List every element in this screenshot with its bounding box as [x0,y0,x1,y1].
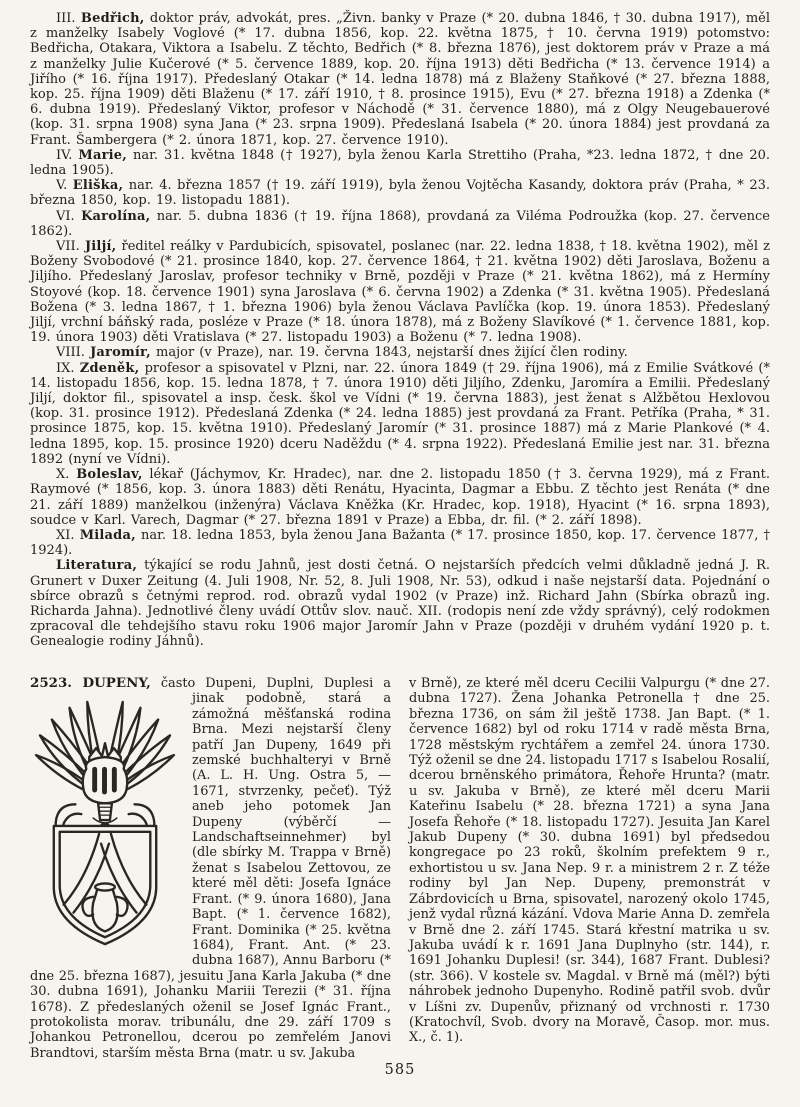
entry-number: VII. [56,239,85,255]
entry-text: lékař (Jáchymov, Kr. Hradec), nar. dne 2. listopadu 1850 († 3. června 1929), má z Frant. Raymové (* 1856, kop. 3. února 1883) děti Renátu, Hyacinta, Dagmar a Ebbu. Z těchto jest Renáta (* dne 21. září 1889) manželkou (inženýra) Václava Kněžka (Kr. Hradec, kop. 1918), Hyacint (* 16. srpna 1893), soudce v Karl. Varech, Dagmar (* 27. března 1891 v Praze) a Ebba, dr. fil. (* 2. září 1898). [30,467,770,528]
entry-person-name: Eliška, [72,178,124,194]
entry-vi-karolina [30,209,770,239]
dupeny-entry-section [30,676,770,1061]
entry-text: profesor a spisovatel v Plzni, nar. 22. února 1849 († 29. října 1906), má z Emilie Svátkové (* 14. listopadu 1856, kop. 15. ledna 1878, † 7. února 1910) děti Jiljího, Zdenku, Jaromíra a Emilii. Předeslaný Jiljí, doktor fil., spisovatel a insp. česk. škol ve Vídni (* 19. června 1883), jest ženat s Alžbětou Hexlovou (kop. 31. prosince 1912). Předeslaná Zdenka (* 24. ledna 1885) jest provdaná za Frant. Petříka (Praha, * 31. prosince 1875, kop. 15. května 1910). Předeslaný Jaromír (* 31. prosince 1887) má z Marie Plankové (* 4. ledna 1895, kop. 15. prosince 1920) dceru Naděždu (* 4. srpna 1922). Předeslaná Emilie jest nar. 31. března 1892 (nyní ve Vídni). [30,360,771,467]
entry-number: X. [56,467,77,483]
left-column [30,676,391,1061]
entry-number: VIII. [56,345,91,361]
entry-person-name: Bedřich, [80,11,145,26]
entry-text: týkající se rodu Jahnů, jest dosti četná. O nejstarších předcích velmi důkladně jedná J. R. Grunert v Duxer Zeitung (4. Juli 1908, Nr. 52, 8. Juli 1908, Nr. 53), odkud i naše nejstarší data. Pojednání o sbírce obrazů s četnými reprod. rod. obrazů vydal 1902 (v Praze) inž. Richard Jahn (Sbírka obrazů ing. Richarda Jahna). Jednotlivé členy uvádí Ottův slov. nauč. XII. (rodopis není zde vždy správný), celý rodokmen zpracoval dle tehdejšího stavu roku 1906 major Jaromír Jahn v Praze (později v druhém vydání 1920 p. t. Genealogie rodiny Jáhnů). [30,558,770,650]
entry-viii-jaromir [30,345,770,360]
entry-text: nar. 18. ledna 1853, byla ženou Jana Bažanta (* 17. prosince 1850, kop. 17. července 1877, † 1924). [30,527,770,559]
entry-iii-bedrich [30,11,770,148]
entry-text: nar. 5. dubna 1836 († 19. října 1868), provdaná za Viléma Podroužka (kop. 27. července 1862). [30,208,771,239]
jahn-genealogy-section [30,11,770,650]
dupeny-entry-heading-rest: často Dupeni, Duplni, Duplesi a [150,676,391,691]
dupeny-entry-heading [30,676,391,691]
entry-text: major (v Praze), nar. 19. června 1843, nejstarší dnes žijící člen rodiny. [150,345,628,361]
entry-person-name: Boleslav, [76,467,143,483]
right-column [409,676,770,1061]
literatura-paragraph [30,558,770,649]
entry-person-name: Milada, [79,527,136,543]
coat-of-arms-image [30,694,180,952]
dupeny-left-text: jinak podobně, stará a zámožná měšťanská rodina Brna. Mezi nejstarší členy patří Jan Dupeny, 1649 při zemské buchhalteryi v Brně (A. L. H. Ung. Ostra 5, —1671, stvrzenky, pečeť). Týž aneb jeho potomek Jan Dupeny (výběrčí — Landschaftseinnehmer) byl (dle sbírky M. Trappa v Brně) ženat s Isabelou Zettovou, ze které měl děti: Josefa Ignáce Frant. (* 9. února 1680), Jana Bapt. (* 1. července 1682), Frant. Dominika (* 25. května 1684), Frant. Ant. (* 23. dubna 1687), Annu Barboru (* dne 25. března 1687), jesuitu Jana Karla Jakuba (* dne 30. dubna 1691), Johanku Mariii Terezii (* 31. října 1678). Z předeslaných oženil se Josef Ignác Frant., protokolista morav. tribunálu, dne 29. září 1709 s Johankou Petronellou, dcerou po zemřelém Janovi Brandtovi, starším města Brna (matr. u sv. Jakuba [30,691,391,1061]
entry-person-name: Jaromír, [90,345,151,361]
entry-number: III. [56,11,81,26]
entry-text: nar. 31. května 1848 († 1927), byla ženou Karla Strettiho (Praha, *23. ledna 1872, † dne 20. ledna 1905). [30,147,771,179]
entry-number: VI. [56,208,82,224]
entry-text: doktor práv, advokát, pres. „Živn. banky v Praze (* 20. dubna 1846, † 30. dubna 1917), měl z manželky Isabely Voglové (* 17. dubna 1856, kop. 22. května 1875, † 10. června 1919) potomstvo: Bedřicha, Otakara, Viktora a Isabelu. Z těchto, Bedřich (* 8. března 1876), jest doktorem práv v Praze a má z manželky Julie Kučerové (* 5. července 1889, kop. 20. října 1913) děti Bedřicha (* 13. července 1914) a Jiřího (* 16. října 1917). Předeslaný Otakar (* 14. ledna 1878) má z Blaženy Staňkové (* 27. března 1888, kop. 25. října 1909) děti Blaženu (* 17. září 1910, † 8. prosince 1915), Evu (* 27. března 1918) a Zdenka (* 6. dubna 1919). Předeslaný Viktor, profesor v Náchodě (* 31. července 1880), má z Olgy Neugebauerové (kop. 31. srpna 1908) syna Jana (* 23. srpna 1909). Předeslaná Isabela (* 20. února 1884) jest provdaná za Frant. Šambergera (* 2. února 1871, kop. 27. července 1910). [30,11,771,148]
dupeny-entry-name: 2523. DUPENY, [30,676,151,691]
entry-text: ředitel reálky v Pardubicích, spisovatel, poslanec (nar. 22. ledna 1838, † 18. května 1902), měl z Boženy Svobodové (* 21. prosince 1840, kop. 27. července 1864, † 21. května 1902) děti Jaroslava, Boženu a Jiljího. Předeslaný Jaroslav, profesor techniky v Brně, později v Praze (* 21. května 1862), má z Hermíny Stoyové (kop. 18. července 1901) syna Jaroslava (* 6. června 1902) a Zdenka (* 31. května 1905). Předeslaná Božena (* 3. ledna 1867, † 1. března 1906) byla ženou Václava Pavlíčka (kop. 19. února 1853). Předeslaný Jiljí, vrchní báňský rada, posléze v Praze (* 18. února 1878), má z Boženy Slavíkové (* 1. července 1881, kop. 19. února 1903) děti Vratislava (* 27. listopadu 1903) a Boženu (* 7. ledna 1908). [30,239,770,346]
entry-number: IX. [56,360,80,376]
literatura-label: Literatura, [56,558,138,574]
entry-xi-milada [30,528,770,558]
entry-v-eliska [30,178,770,208]
dupeny-right-text: v Brně), ze které měl dceru Cecilii Valpurgu (* dne 27. dubna 1727). Žena Johanka Petronella † dne 25. března 1736, on sám žil ještě 1738. Jan Bapt. (* 1. července 1682) byl od roku 1714 v radě města Brna, 1728 městským rychtářem a zemřel 24. února 1730. Týž oženil se dne 24. listopadu 1717 s Isabelou Rosalií, dcerou brněnského primátora, Řehoře Hrunta? (matr. u sv. Jakuba v Brně), ze které měl dceru Marii Kateřinu Isabelu (* 28. března 1721) a syna Jana Josefa Řehoře (* 18. listopadu 1727). Jesuita Jan Karel Jakub Dupeny (* 30. dubna 1691) byl předsedou kongregace po 23 roků, školním prefektem 9 r., exhortistou u sv. Jana Nep. 9 r. a ministrem 2 r. Z téže rodiny byl Jan Nep. Dupeny, premonstrát v Zábrdovicích u Brna, spisovatel, narozený okolo 1745, jenž vydal různá kázání. Vdova Marie Anna D. zemřela v Brně dne 2. září 1745. Stará křestní matrika u sv. Jakuba uvádí k r. 1691 Jana Duplnyho (str. 144), r. 1691 Johanku Duplesi! (sr. 344), 1687 Frant. Dublesi? (str. 366). V kostele sv. Magdal. v Brně má (měl?) býti náhrobek jednoho Dupenyho. Rodině patřil svob. dvůr v Líšni zv. Dupenův, přiznaný od vrchnosti r. 1730 (Kratochvíl, Svob. dvory na Moravě, Časop. mor. mus. X., č. 1). [409,676,770,1046]
page-number: 585 [384,1062,416,1078]
entry-x-boleslav [30,467,770,528]
entry-person-name: Zdeněk, [79,360,140,376]
entry-person-name: Karolína, [81,208,151,224]
entry-person-name: Jiljí, [84,239,117,255]
entry-vii-jilji [30,239,770,345]
entry-text: nar. 4. března 1857 († 19. září 1919), byla ženou Vojtěcha Kasandy, doktora práv (Praha, * 23. března 1850, kop. 19. listopadu 1881). [30,178,770,209]
dupeny-left-text-block [30,691,391,1061]
entry-number: V. [56,178,73,194]
entry-ix-zdenek [30,361,770,467]
entry-iv-marie [30,148,770,178]
entry-number: XI. [56,527,80,543]
entry-number: IV. [56,147,79,163]
entry-person-name: Marie, [78,147,127,163]
